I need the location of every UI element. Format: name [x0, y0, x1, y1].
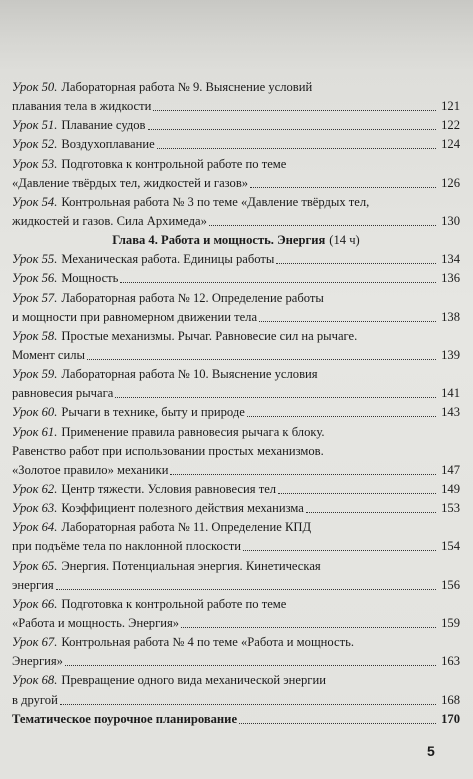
- entry-text: «Давление твёрдых тел, жидкостей и газов»: [12, 175, 249, 190]
- entry-page-number: 168: [441, 692, 460, 707]
- entry-text: Воздухоплавание: [61, 137, 155, 152]
- toc-line: [12, 518, 460, 537]
- toc-entry: [12, 116, 460, 135]
- entry-text: Применение правила равновесия рычага к блоку.: [61, 424, 325, 439]
- dot-leader: [239, 723, 436, 724]
- entry-page-number: 121: [441, 99, 460, 114]
- final-entry-text: Тематическое поурочное планирование: [12, 711, 238, 726]
- toc-line: [12, 480, 460, 499]
- dot-leader: [278, 493, 436, 494]
- entry-text: Лабораторная работа № 9. Выяснение условий: [61, 80, 313, 94]
- toc-entry: [12, 135, 460, 154]
- lesson-label: Урок 60.: [12, 405, 58, 420]
- entry-page-number: 126: [441, 175, 460, 190]
- toc-line: [12, 499, 460, 518]
- toc-entry: [12, 480, 460, 499]
- toc-entry: [12, 193, 460, 231]
- toc-line: [12, 97, 460, 116]
- entry-text: Лабораторная работа № 10. Выяснение условия: [61, 367, 318, 382]
- dot-leader: [181, 627, 436, 628]
- toc-entry: [12, 595, 460, 633]
- entry-page-number: 149: [441, 481, 460, 496]
- chapter-title: Глава 4. Работа и мощность. Энергия: [112, 233, 326, 248]
- toc-line: [12, 269, 460, 288]
- dot-leader: [87, 359, 436, 360]
- dot-leader: [243, 550, 436, 551]
- entry-text: Энергия»: [12, 654, 63, 669]
- entry-text: Центр тяжести. Условия равновесия тел: [61, 481, 277, 496]
- toc-line: [12, 327, 460, 346]
- lesson-label: Урок 63.: [12, 501, 58, 516]
- entry-text: Коэффициент полезного действия механизма: [61, 501, 304, 516]
- toc-entry: [12, 155, 460, 193]
- entry-text: Превращение одного вида механической энергии: [61, 673, 326, 688]
- entry-page-number: 122: [441, 118, 460, 133]
- dot-leader: [115, 397, 436, 398]
- entry-page-number: 139: [441, 347, 460, 362]
- toc-line: [12, 135, 460, 154]
- chapter-heading: [12, 231, 460, 250]
- entry-page-number: 124: [441, 137, 460, 152]
- toc-entry: [12, 78, 460, 116]
- lesson-label: Урок 51.: [12, 118, 58, 133]
- lesson-label: Урок 65.: [12, 558, 58, 573]
- toc-entry: [12, 327, 460, 365]
- toc-final-entry: [12, 710, 460, 729]
- dot-leader: [276, 263, 436, 264]
- dot-leader: [247, 416, 436, 417]
- lesson-label: Урок 54.: [12, 194, 58, 209]
- toc-line: [12, 595, 460, 614]
- lesson-label: Урок 59.: [12, 367, 58, 382]
- toc-line: [12, 691, 460, 710]
- dot-leader: [60, 704, 436, 705]
- toc-line: [12, 442, 460, 461]
- entry-page-number: 134: [441, 252, 460, 267]
- entry-text: Плавание судов: [61, 118, 146, 133]
- dot-leader: [56, 589, 436, 590]
- toc-entry: [12, 403, 460, 422]
- lesson-label: Урок 55.: [12, 252, 58, 267]
- toc-line: [12, 174, 460, 193]
- toc-line: [12, 78, 460, 97]
- dot-leader: [259, 321, 436, 322]
- toc-entry: [12, 557, 460, 595]
- toc-line: [12, 250, 460, 269]
- dot-leader: [120, 282, 436, 283]
- toc-line: [12, 671, 460, 690]
- toc-entry: [12, 269, 460, 288]
- toc-line: [12, 116, 460, 135]
- toc-line: [12, 614, 460, 633]
- entry-text: равновесия рычага: [12, 386, 114, 401]
- toc-line: [12, 308, 460, 327]
- entry-text: Лабораторная работа № 12. Определение работы: [61, 290, 324, 305]
- entry-page-number: 153: [441, 501, 460, 516]
- entry-text: Подготовка к контрольной работе по теме: [61, 156, 287, 171]
- toc-entry: [12, 518, 460, 556]
- entry-text: при подъёме тела по наклонной плоскости: [12, 539, 241, 554]
- toc-entry: [12, 633, 460, 671]
- toc-entry: [12, 289, 460, 327]
- toc-line: [12, 384, 460, 403]
- entry-text: Контрольная работа № 3 по теме «Давление твёрдых тел,: [61, 194, 370, 209]
- dot-leader: [153, 110, 436, 111]
- entry-text: «Работа и мощность. Энергия»: [12, 615, 180, 630]
- entry-page-number: 138: [441, 309, 460, 324]
- entry-text: Рычаги в технике, быту и природе: [61, 405, 245, 420]
- entry-text: плавания тела в жидкости: [12, 99, 152, 114]
- toc-entry: [12, 499, 460, 518]
- lesson-label: Урок 52.: [12, 137, 58, 152]
- lesson-label: Урок 68.: [12, 673, 58, 688]
- toc-entry: [12, 250, 460, 269]
- toc-entry: [12, 423, 460, 480]
- toc-line: [12, 289, 460, 308]
- page-top-shadow: [0, 0, 473, 72]
- lesson-label: Урок 58.: [12, 328, 58, 343]
- entry-page-number: 159: [441, 615, 460, 630]
- toc-entry: [12, 671, 460, 709]
- toc-line: [12, 633, 460, 652]
- lesson-label: Урок 62.: [12, 481, 58, 496]
- toc-line: [12, 461, 460, 480]
- lesson-label: Урок 57.: [12, 290, 58, 305]
- table-of-contents: [12, 78, 460, 729]
- toc-line: [12, 576, 460, 595]
- entry-text: «Золотое правило» механики: [12, 462, 169, 477]
- dot-leader: [157, 148, 436, 149]
- toc-line: [12, 557, 460, 576]
- entry-page-number: 154: [441, 539, 460, 554]
- dot-leader: [209, 225, 436, 226]
- lesson-label: Урок 67.: [12, 635, 58, 650]
- entry-text: Момент силы: [12, 347, 85, 362]
- lesson-label: Урок 50.: [12, 80, 58, 94]
- toc-line: [12, 652, 460, 671]
- toc-line: [12, 537, 460, 556]
- lesson-label: Урок 56.: [12, 271, 58, 286]
- toc-line: [12, 212, 460, 231]
- lesson-label: Урок 66.: [12, 596, 58, 611]
- entry-page-number: 130: [441, 213, 460, 228]
- lesson-label: Урок 64.: [12, 520, 58, 535]
- toc-entry: [12, 365, 460, 403]
- final-entry-page: 170: [441, 711, 460, 726]
- entry-text: Механическая работа. Единицы работы: [61, 252, 275, 267]
- toc-line: [12, 346, 460, 365]
- dot-leader: [170, 474, 436, 475]
- toc-line: [12, 155, 460, 174]
- lesson-label: Урок 61.: [12, 424, 58, 439]
- entry-text: Простые механизмы. Рычаг. Равновесие сил на рычаге.: [61, 328, 358, 343]
- lesson-label: Урок 53.: [12, 156, 58, 171]
- toc-line: [12, 193, 460, 212]
- entry-text: энергия: [12, 577, 54, 592]
- entry-text: и мощности при равномерном движении тела: [12, 309, 258, 324]
- dot-leader: [148, 129, 437, 130]
- page-number: 5: [427, 743, 435, 759]
- entry-text: Мощность: [61, 271, 119, 286]
- chapter-hours: (14 ч): [329, 233, 360, 248]
- toc-line: [12, 365, 460, 384]
- entry-page-number: 163: [441, 654, 460, 669]
- toc-line: [12, 423, 460, 442]
- entry-text: в другой: [12, 692, 58, 707]
- entry-page-number: 136: [441, 271, 460, 286]
- dot-leader: [65, 665, 436, 666]
- entry-text: Контрольная работа № 4 по теме «Работа и мощность.: [61, 635, 354, 650]
- entry-text: Подготовка к контрольной работе по теме: [61, 596, 287, 611]
- dot-leader: [250, 187, 436, 188]
- entry-text: Равенство работ при использовании простых механизмов.: [12, 443, 324, 458]
- entry-text: жидкостей и газов. Сила Архимеда»: [12, 213, 207, 228]
- entry-page-number: 156: [441, 577, 460, 592]
- entry-page-number: 141: [441, 386, 460, 401]
- toc-line: [12, 403, 460, 422]
- entry-page-number: 143: [441, 405, 460, 420]
- dot-leader: [306, 512, 436, 513]
- entry-page-number: 147: [441, 462, 460, 477]
- entry-text: Энергия. Потенциальная энергия. Кинетическая: [61, 558, 321, 573]
- entry-text: Лабораторная работа № 11. Определение КПД: [61, 520, 312, 535]
